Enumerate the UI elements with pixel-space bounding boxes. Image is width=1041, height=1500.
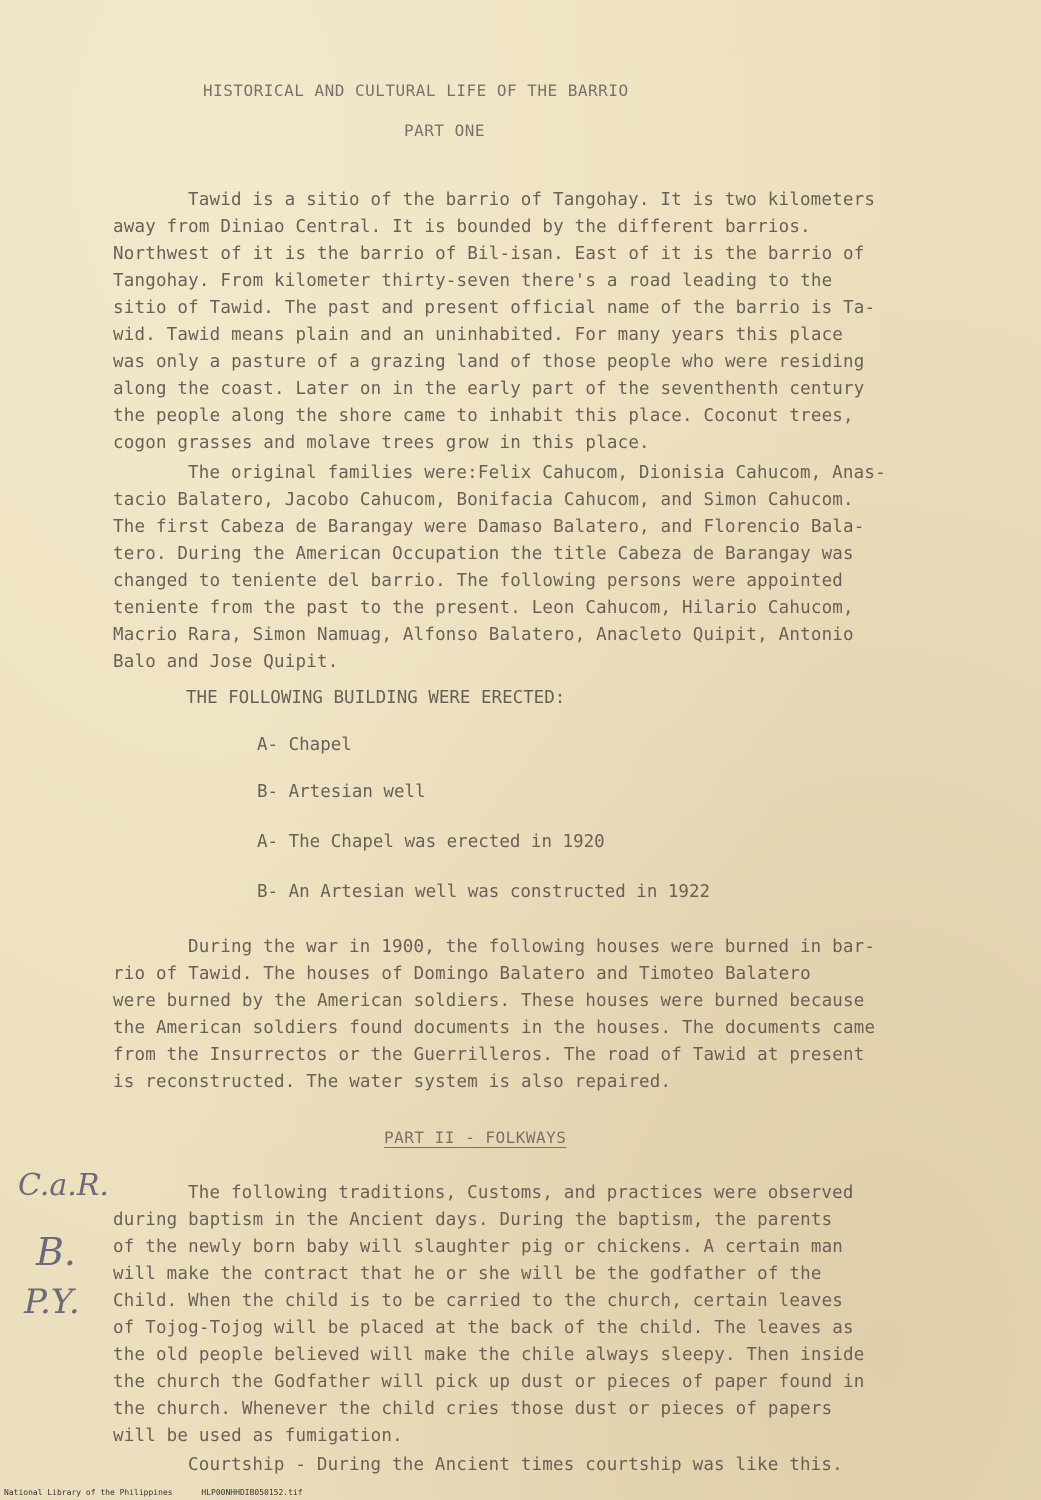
text-line: will make the contract that he or she will be the godfather of the [113, 1264, 822, 1284]
text-line: the people along the shore came to inhabit this place. Coconut trees, [113, 406, 854, 426]
paragraph-original-families [113, 460, 886, 676]
building-item: A- The Chapel was erected in 1920 [257, 832, 605, 852]
text-line: The original families were:Felix Cahucom, Dionisia Cahucom, Anas- [188, 463, 886, 483]
building-item: A- Chapel [257, 735, 352, 755]
text-line: along the coast. Later on in the early part of the seventhenth century [113, 379, 865, 399]
text-line: rio of Tawid. The houses of Domingo Balatero and Timoteo Balatero [113, 964, 811, 984]
text-line: Balo and Jose Quipit. [113, 652, 339, 672]
buildings-heading: THE FOLLOWING BUILDING WERE ERECTED: [186, 688, 566, 708]
text-line: wid. Tawid means plain and an uninhabited. For many years this place [113, 325, 844, 345]
footer-file-id: HLP00NHHDIB050152.tif [201, 1488, 303, 1497]
text-line: Tawid is a sitio of the barrio of Tangohay. It is two kilometers [188, 190, 876, 210]
text-line: tacio Balatero, Jacobo Cahucom, Bonifacia Cahucom, and Simon Cahucom. [113, 490, 854, 510]
scan-footer [4, 1488, 327, 1497]
text-line: tero. During the American Occupation the title Cabeza de Barangay was [113, 544, 854, 564]
text-line: the church the Godfather will pick up dust or pieces of paper found in [113, 1372, 865, 1392]
margin-initials-b: B. [36, 1230, 77, 1274]
text-line: Macrio Rara, Simon Namuag, Alfonso Balatero, Anacleto Quipit, Antonio [113, 625, 854, 645]
paragraph-folkways-baptism [113, 1180, 865, 1450]
paragraph-courtship-start: Courtship - During the Ancient times courtship was like this. [188, 1455, 843, 1475]
paragraph-war-history [113, 934, 875, 1096]
text-line: of the newly born baby will slaughter pig or chickens. A certain man [113, 1237, 844, 1257]
text-line: the old people believed will make the chile always sleepy. Then inside [113, 1345, 865, 1365]
text-line: was only a pasture of a grazing land of those people who were residing [113, 352, 865, 372]
text-line: sitio of Tawid. The past and present official name of the barrio is Ta- [113, 298, 876, 318]
building-item: B- An Artesian well was constructed in 1922 [257, 882, 711, 902]
text-line: Child. When the child is to be carried to the church, certain leaves [113, 1291, 844, 1311]
text-line: the American soldiers found documents in the houses. The documents came [113, 1018, 876, 1038]
text-line: Tangohay. From kilometer thirty-seven there's a road leading to the [113, 271, 833, 291]
text-line: The following traditions, Customs, and practices were observed [188, 1183, 854, 1203]
building-item: B- Artesian well [257, 782, 426, 802]
text-line: changed to teniente del barrio. The following persons were appointed [113, 571, 844, 591]
text-line: Northwest of it is the barrio of Bil-isan. East of it is the barrio of [113, 244, 865, 264]
text-line: will be used as fumigation. [113, 1426, 403, 1446]
text-line: teniente from the past to the present. Leon Cahucom, Hilario Cahucom, [113, 598, 854, 618]
text-line: were burned by the American soldiers. These houses were burned because [113, 991, 865, 1011]
text-line: of Tojog-Tojog will be placed at the back of the child. The leaves as [113, 1318, 854, 1338]
document-title: HISTORICAL AND CULTURAL LIFE OF THE BARRIO [203, 81, 629, 100]
text-line: the church. Whenever the child cries those dust or pieces of papers [113, 1399, 833, 1419]
text-line: from the Insurrectos or the Guerrilleros. The road of Tawid at present [113, 1045, 865, 1065]
text-line: The first Cabeza de Barangay were Damaso Balatero, and Florencio Bala- [113, 517, 865, 537]
text-line: During the war in 1900, the following houses were burned in bar- [188, 937, 876, 957]
part-one-label: PART ONE [404, 121, 486, 140]
part-two-label: PART II - FOLKWAYS [384, 1128, 567, 1147]
text-line: is reconstructed. The water system is also repaired. [113, 1072, 672, 1092]
text-line: cogon grasses and molave trees grow in this place. [113, 433, 650, 453]
footer-library: National Library of the Philippines [4, 1488, 173, 1497]
margin-initials-py: P.Y. [24, 1282, 80, 1322]
text-line: during baptism in the Ancient days. During the baptism, the parents [113, 1210, 833, 1230]
margin-initials-car: C.a.R. [18, 1168, 109, 1203]
paragraph-barrio-description [113, 187, 875, 457]
text-line: away from Diniao Central. It is bounded by the different barrios. [113, 217, 811, 237]
